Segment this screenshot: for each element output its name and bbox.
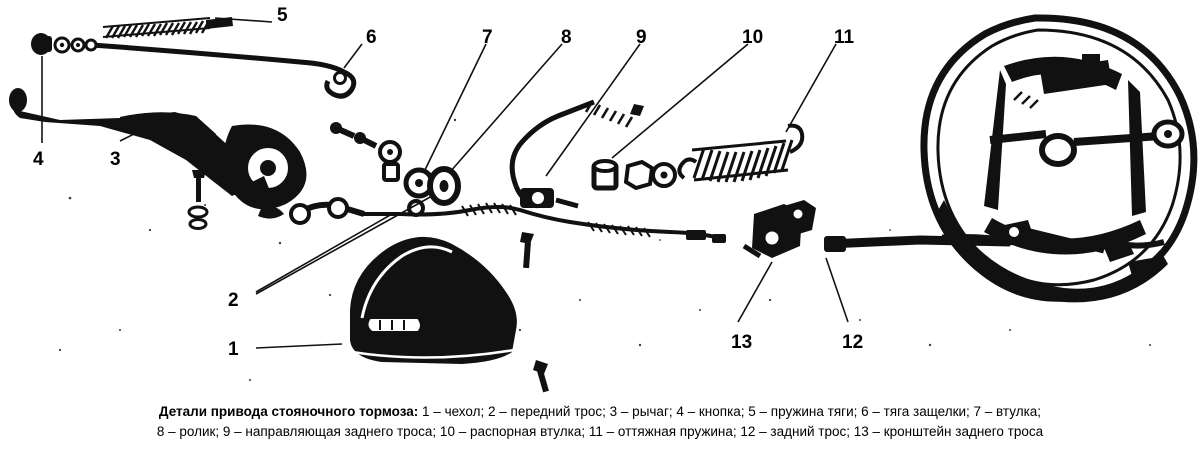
leader-line-9 bbox=[546, 44, 640, 176]
callout-number-3: 3 bbox=[110, 149, 121, 170]
callout-number-11: 11 bbox=[834, 27, 855, 48]
caption-line-2: 8 – ролик; 9 – направляющая заднего троса; 10 – распорная втулка; 11 – оттяжная пружина; 12 – задний трос; 13 – кронштейн заднего троса bbox=[156, 424, 1044, 439]
bushing-fasteners bbox=[330, 122, 400, 180]
callout-number-10: 10 bbox=[742, 27, 764, 48]
leader-line-12 bbox=[826, 258, 848, 322]
part-3-hand-lever bbox=[9, 88, 306, 219]
callout-number-8: 8 bbox=[561, 27, 572, 48]
caption-items-line-1: 1 – чехол; 2 – передний трос; 3 – рычаг; 4 – кнопка; 5 – пружина тяги; 6 – тяга защелки; 7 – втулка; bbox=[422, 404, 1042, 419]
callout-number-9: 9 bbox=[636, 27, 647, 48]
leader-line-8 bbox=[450, 44, 562, 172]
leader-line-13 bbox=[738, 262, 772, 322]
caption-title: Детали привода стояночного тормоза: bbox=[158, 404, 419, 419]
leader-line-1 bbox=[256, 344, 342, 348]
callout-number-12: 12 bbox=[842, 332, 864, 353]
part-13-rear-cable-bracket bbox=[744, 200, 816, 258]
callout-number-2: 2 bbox=[228, 290, 239, 311]
lever-fasteners bbox=[189, 170, 207, 229]
callout-number-1: 1 bbox=[228, 339, 239, 360]
callout-number-7: 7 bbox=[482, 27, 493, 48]
figure-caption bbox=[0, 402, 1200, 442]
part-1-lever-boot bbox=[350, 232, 549, 392]
part-11-return-spring bbox=[679, 126, 802, 182]
part-8-roller bbox=[430, 169, 458, 203]
part-2-front-cable bbox=[291, 199, 726, 243]
leader-line-7 bbox=[424, 44, 486, 172]
part-10-spacer-bushing bbox=[594, 161, 675, 188]
leader-line-11 bbox=[786, 44, 836, 132]
rear-brake-assembly bbox=[924, 18, 1194, 302]
part-5-rod-spring bbox=[103, 17, 233, 38]
callout-number-4: 4 bbox=[33, 149, 44, 170]
callout-number-5: 5 bbox=[277, 5, 288, 26]
part-9-rear-cable-guide bbox=[512, 102, 644, 208]
caption-line-1 bbox=[0, 402, 1200, 422]
callout-number-6: 6 bbox=[366, 27, 377, 48]
leader-line-10 bbox=[612, 44, 748, 158]
leader-line-6 bbox=[344, 44, 362, 68]
part-4-button-and-bushings bbox=[31, 33, 96, 55]
part-6-latch-rod bbox=[78, 44, 354, 96]
callout-number-13: 13 bbox=[731, 332, 753, 353]
